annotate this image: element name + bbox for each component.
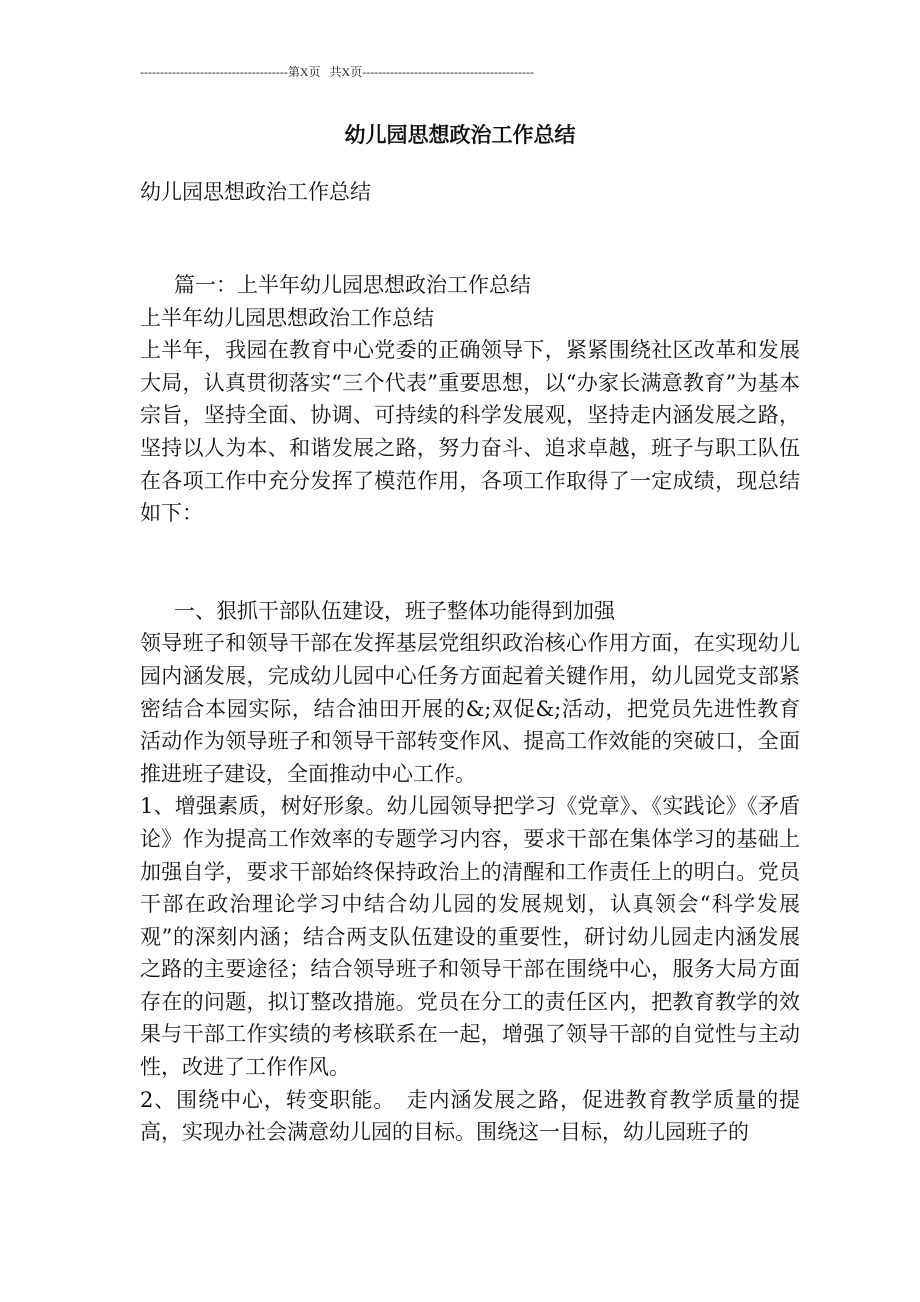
header-total-label: 共X页 [329,65,363,79]
header-page-label: 第X页 [287,65,321,79]
header-left-rule: ------------------------------------- [140,65,288,79]
part1-paragraph: 领导班子和领导干部在发挥基层党组织政治核心作用方面，在实现幼儿园内涵发展，完成幼儿园中心任务方面起着关键作用，幼儿园党支部紧密结合本园实际，结合油田开展的&;双促&;活动，把党员先进性教育活动作为领导班子和领导干部转变作风、提高工作效能的突破口，全面推进班子建设，全面推动中心工作。 [140,631,800,786]
document-title: 幼儿园思想政治工作总结 [344,122,576,147]
header-right-rule: ------------------------------------------- [362,65,535,79]
paragraph-gap [140,530,800,595]
intro-paragraph: 上半年，我园在教育中心党委的正确领导下，紧紧围绕社区改革和发展大局，认真贯彻落实“三个代表”重要思想，以“办家长满意教育”为基本宗旨，坚持全面、协调、可持续的科学发展观，坚持走内涵发展之路，坚持以人为本、和谐发展之路，努力奋斗、追求卓越，班子与职工队伍在各项工作中充分发挥了模范作用，各项工作取得了一定成绩，现总结如下： [140,338,800,526]
section-heading: 篇一：上半年幼儿园思想政治工作总结 [174,273,531,297]
subtitle-text: 幼儿园思想政治工作总结 [140,180,371,204]
item1-paragraph: 1、增强素质，树好形象。幼儿园领导把学习《党章》、《实践论》《矛盾论》作为提高工作效率的专题学习内容，要求干部在集体学习的基础上加强自学，要求干部始终保持政治上的清醒和工作责任上的明白。党员干部在政治理论学习中结合幼儿园的发展规划，认真领会“科学发展观”的深刻内涵；结合两支队伍建设的重要性，研讨幼儿园走内涵发展之路的主要途径；结合领导班子和领导干部在围绕中心，服务大局方面存在的问题，拟订整改措施。党员在分工的责任区内，把教育教学的效果与干部工作实绩的考核联系在一起，增强了领导干部的自觉性与主动性，改进了工作作风。 [140,794,800,1080]
item2-paragraph: 2、围绕中心，转变职能。 走内涵发展之路，促进教育教学质量的提高，实现办社会满意幼儿园的目标。围绕这一目标，幼儿园班子的 [140,1087,800,1145]
part1-heading: 一、狠抓干部队伍建设，班子整体功能得到加强 [174,598,615,623]
document-body [140,269,800,1149]
page-header [140,64,586,80]
document-subtitle [140,176,800,209]
section-subheading: 上半年幼儿园思想政治工作总结 [140,305,434,330]
